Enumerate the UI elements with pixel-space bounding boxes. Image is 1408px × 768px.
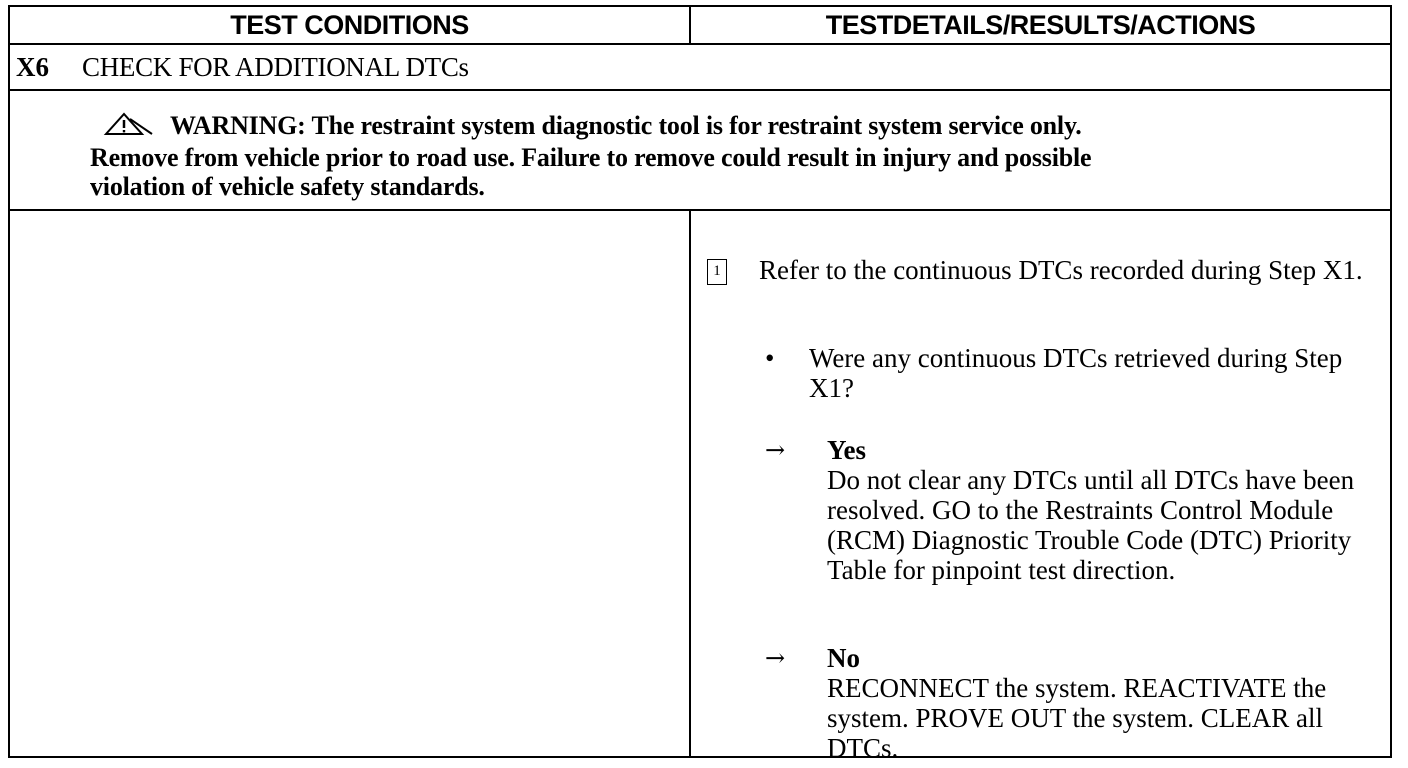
question-text: Were any continuous DTCs retrieved during Step X1?	[809, 343, 1343, 403]
yes-label: Yes	[827, 435, 866, 465]
step-number-box: 1	[707, 259, 727, 285]
instruction-text: Refer to the continuous DTCs recorded during Step X1.	[759, 255, 1363, 285]
test-details-header: TESTDETAILS/RESULTS/ACTIONS	[825, 9, 1256, 40]
arrow-right-icon: →	[765, 436, 786, 464]
warning-triangle-icon	[102, 111, 156, 143]
warning-line-1: WARNING: The restraint system diagnostic tool is for restraint system service only.	[170, 111, 1082, 140]
step-id: X6	[16, 51, 49, 82]
warning-line-2: Remove from vehicle prior to road use. Failure to remove could result in injury and possible	[90, 143, 1092, 172]
test-conditions-cell	[10, 211, 691, 758]
test-details-cell	[691, 211, 1390, 763]
bullet-icon: •	[765, 343, 775, 373]
no-label: No	[827, 643, 860, 673]
yes-action-text: Do not clear any DTCs until all DTCs have been resolved. GO to the Restraints Control Module (RCM) Diagnostic Trouble Code (DTC) Priority Table for pinpoint test direction.	[827, 465, 1355, 585]
no-action-text: RECONNECT the system. REACTIVATE the system. PROVE OUT the system. CLEAR all DTCs.	[827, 673, 1327, 763]
warning-row	[10, 91, 1390, 211]
step-title-row	[10, 45, 1390, 91]
arrow-right-icon: →	[765, 644, 786, 672]
table-header-row	[10, 7, 1390, 45]
test-conditions-header: TEST CONDITIONS	[10, 7, 691, 43]
step-title: CHECK FOR ADDITIONAL DTCs	[82, 51, 469, 82]
warning-text	[90, 111, 1350, 201]
warning-line-3: violation of vehicle safety standards.	[90, 172, 485, 201]
diagnostic-table	[8, 5, 1392, 763]
